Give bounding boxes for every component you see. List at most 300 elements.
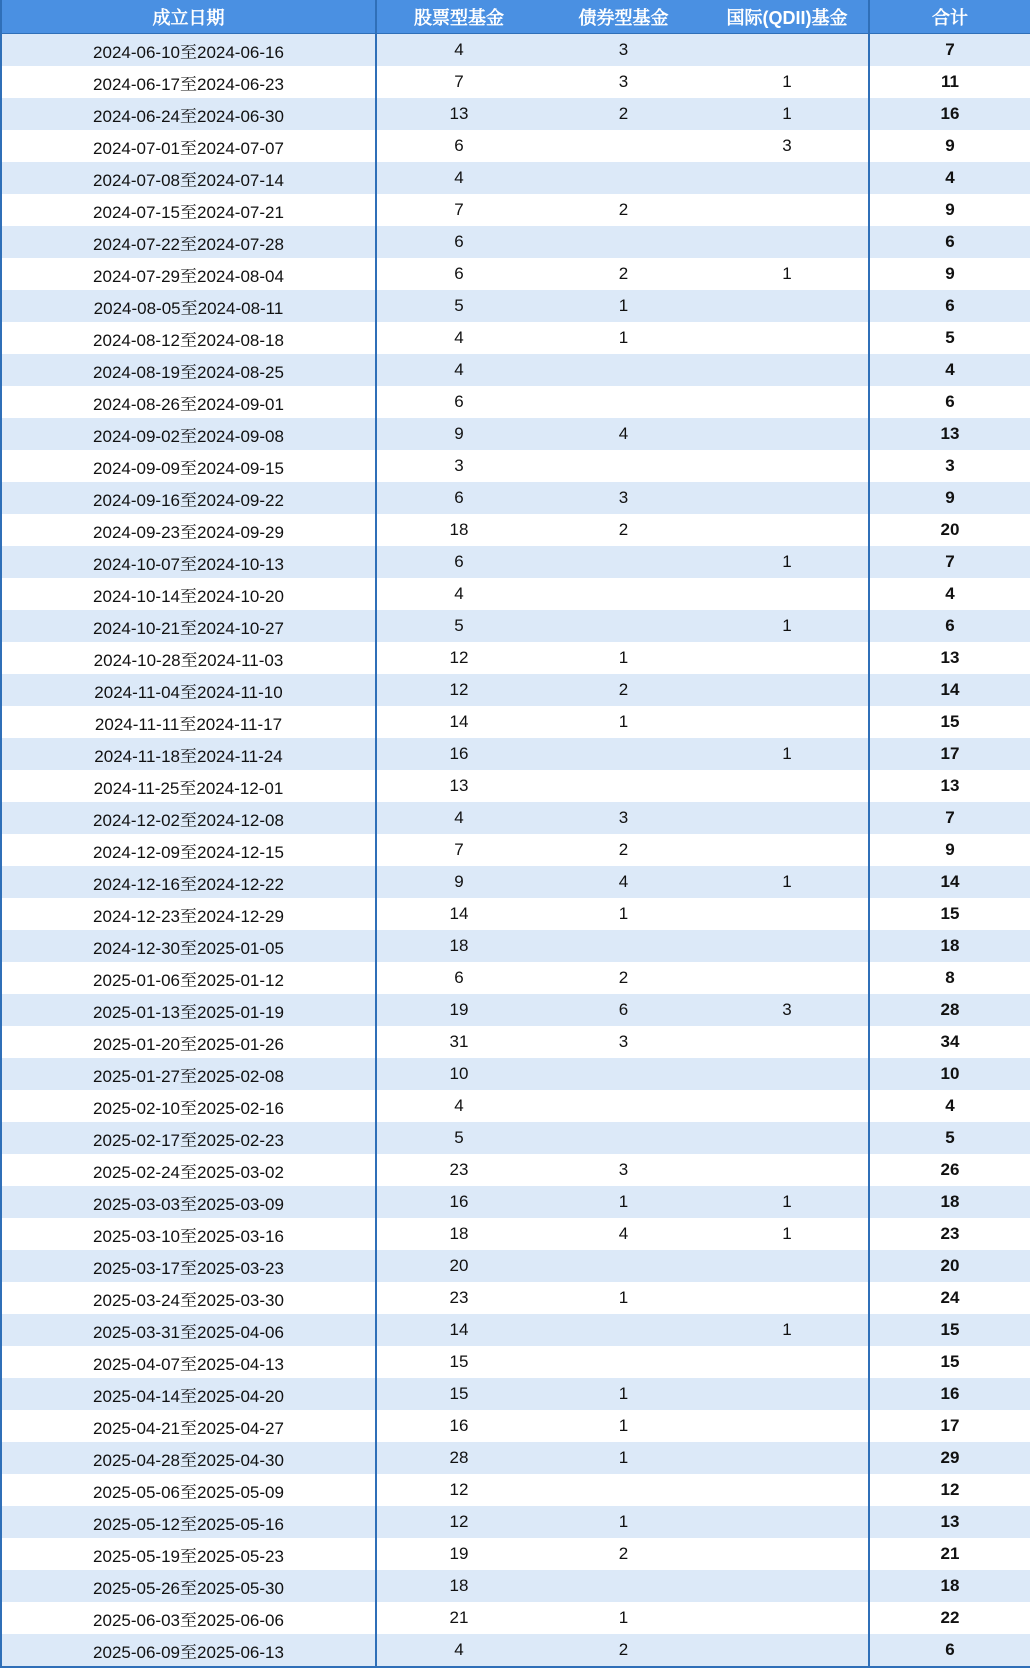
bond-count-cell[interactable]: 3 — [541, 34, 706, 67]
date-range-cell[interactable]: 2025-03-10至2025-03-16 — [1, 1218, 376, 1250]
table-row[interactable] — [1, 802, 1030, 834]
qdii-count-cell[interactable]: 3 — [706, 994, 869, 1026]
total-count-cell[interactable]: 20 — [869, 1250, 1030, 1282]
date-range-cell[interactable]: 2024-12-02至2024-12-08 — [1, 802, 376, 834]
equity-count-cell[interactable]: 6 — [376, 258, 541, 290]
bond-count-cell[interactable]: 4 — [541, 866, 706, 898]
table-row[interactable] — [1, 66, 1030, 98]
table-row[interactable] — [1, 1186, 1030, 1218]
qdii-count-cell[interactable] — [706, 450, 869, 482]
bond-count-cell[interactable]: 1 — [541, 898, 706, 930]
total-count-cell[interactable]: 9 — [869, 130, 1030, 162]
total-count-cell[interactable]: 29 — [869, 1442, 1030, 1474]
equity-count-cell[interactable]: 12 — [376, 1506, 541, 1538]
date-range-cell[interactable]: 2024-06-24至2024-06-30 — [1, 98, 376, 130]
date-range-cell[interactable]: 2025-02-24至2025-03-02 — [1, 1154, 376, 1186]
bond-count-cell[interactable] — [541, 1090, 706, 1122]
equity-count-cell[interactable]: 4 — [376, 1634, 541, 1667]
total-count-cell[interactable]: 24 — [869, 1282, 1030, 1314]
qdii-count-cell[interactable] — [706, 770, 869, 802]
qdii-count-cell[interactable] — [706, 578, 869, 610]
total-count-cell[interactable]: 7 — [869, 34, 1030, 67]
bond-count-cell[interactable] — [541, 546, 706, 578]
table-row[interactable] — [1, 1410, 1030, 1442]
bond-count-cell[interactable] — [541, 386, 706, 418]
equity-count-cell[interactable]: 4 — [376, 162, 541, 194]
total-count-cell[interactable]: 6 — [869, 226, 1030, 258]
bond-count-cell[interactable]: 2 — [541, 194, 706, 226]
qdii-count-cell[interactable]: 3 — [706, 130, 869, 162]
equity-count-cell[interactable]: 18 — [376, 930, 541, 962]
qdii-count-cell[interactable]: 1 — [706, 1186, 869, 1218]
bond-count-cell[interactable]: 2 — [541, 98, 706, 130]
qdii-count-cell[interactable] — [706, 674, 869, 706]
bond-count-cell[interactable] — [541, 1474, 706, 1506]
table-row[interactable] — [1, 866, 1030, 898]
qdii-count-cell[interactable] — [706, 1026, 869, 1058]
bond-count-cell[interactable] — [541, 1346, 706, 1378]
bond-count-cell[interactable]: 3 — [541, 482, 706, 514]
total-count-cell[interactable]: 13 — [869, 642, 1030, 674]
bond-count-cell[interactable] — [541, 1122, 706, 1154]
date-range-cell[interactable]: 2024-09-02至2024-09-08 — [1, 418, 376, 450]
total-count-cell[interactable]: 12 — [869, 1474, 1030, 1506]
equity-count-cell[interactable]: 4 — [376, 322, 541, 354]
qdii-count-cell[interactable] — [706, 706, 869, 738]
bond-count-cell[interactable]: 1 — [541, 1186, 706, 1218]
bond-count-cell[interactable] — [541, 1570, 706, 1602]
equity-count-cell[interactable]: 13 — [376, 770, 541, 802]
bond-count-cell[interactable] — [541, 738, 706, 770]
total-count-cell[interactable]: 28 — [869, 994, 1030, 1026]
table-row[interactable] — [1, 34, 1030, 67]
total-count-cell[interactable]: 26 — [869, 1154, 1030, 1186]
total-count-cell[interactable]: 14 — [869, 674, 1030, 706]
date-range-cell[interactable]: 2025-02-17至2025-02-23 — [1, 1122, 376, 1154]
bond-count-cell[interactable]: 4 — [541, 418, 706, 450]
date-range-cell[interactable]: 2025-05-26至2025-05-30 — [1, 1570, 376, 1602]
header-establish-date[interactable]: 成立日期 — [1, 0, 376, 34]
equity-count-cell[interactable]: 6 — [376, 386, 541, 418]
bond-count-cell[interactable]: 4 — [541, 1218, 706, 1250]
equity-count-cell[interactable]: 4 — [376, 1090, 541, 1122]
qdii-count-cell[interactable] — [706, 226, 869, 258]
qdii-count-cell[interactable] — [706, 1378, 869, 1410]
bond-count-cell[interactable]: 1 — [541, 1442, 706, 1474]
qdii-count-cell[interactable] — [706, 1474, 869, 1506]
qdii-count-cell[interactable] — [706, 1090, 869, 1122]
bond-count-cell[interactable] — [541, 226, 706, 258]
table-row[interactable] — [1, 450, 1030, 482]
equity-count-cell[interactable]: 18 — [376, 1218, 541, 1250]
qdii-count-cell[interactable]: 1 — [706, 66, 869, 98]
total-count-cell[interactable]: 5 — [869, 322, 1030, 354]
header-total[interactable]: 合计 — [869, 0, 1030, 34]
qdii-count-cell[interactable]: 1 — [706, 738, 869, 770]
table-row[interactable] — [1, 354, 1030, 386]
date-range-cell[interactable]: 2025-03-24至2025-03-30 — [1, 1282, 376, 1314]
total-count-cell[interactable]: 9 — [869, 258, 1030, 290]
bond-count-cell[interactable]: 2 — [541, 258, 706, 290]
total-count-cell[interactable]: 6 — [869, 386, 1030, 418]
qdii-count-cell[interactable] — [706, 1282, 869, 1314]
qdii-count-cell[interactable] — [706, 1346, 869, 1378]
total-count-cell[interactable]: 21 — [869, 1538, 1030, 1570]
bond-count-cell[interactable] — [541, 354, 706, 386]
table-row[interactable] — [1, 290, 1030, 322]
qdii-count-cell[interactable] — [706, 354, 869, 386]
total-count-cell[interactable]: 17 — [869, 1410, 1030, 1442]
date-range-cell[interactable]: 2024-10-07至2024-10-13 — [1, 546, 376, 578]
total-count-cell[interactable]: 15 — [869, 706, 1030, 738]
qdii-count-cell[interactable] — [706, 1058, 869, 1090]
equity-count-cell[interactable]: 6 — [376, 482, 541, 514]
table-row[interactable] — [1, 98, 1030, 130]
bond-count-cell[interactable] — [541, 1250, 706, 1282]
bond-count-cell[interactable] — [541, 930, 706, 962]
qdii-count-cell[interactable] — [706, 1506, 869, 1538]
equity-count-cell[interactable]: 9 — [376, 866, 541, 898]
equity-count-cell[interactable]: 23 — [376, 1282, 541, 1314]
total-count-cell[interactable]: 4 — [869, 578, 1030, 610]
bond-count-cell[interactable]: 2 — [541, 1634, 706, 1667]
header-bond-funds[interactable]: 债券型基金 — [541, 0, 706, 34]
table-row[interactable] — [1, 1378, 1030, 1410]
table-row[interactable] — [1, 1090, 1030, 1122]
table-row[interactable] — [1, 1154, 1030, 1186]
total-count-cell[interactable]: 9 — [869, 194, 1030, 226]
qdii-count-cell[interactable] — [706, 1634, 869, 1667]
bond-count-cell[interactable]: 2 — [541, 962, 706, 994]
date-range-cell[interactable]: 2025-01-27至2025-02-08 — [1, 1058, 376, 1090]
qdii-count-cell[interactable] — [706, 1410, 869, 1442]
total-count-cell[interactable]: 13 — [869, 770, 1030, 802]
bond-count-cell[interactable] — [541, 610, 706, 642]
total-count-cell[interactable]: 20 — [869, 514, 1030, 546]
table-row[interactable] — [1, 194, 1030, 226]
qdii-count-cell[interactable]: 1 — [706, 1218, 869, 1250]
equity-count-cell[interactable]: 4 — [376, 578, 541, 610]
qdii-count-cell[interactable]: 1 — [706, 546, 869, 578]
qdii-count-cell[interactable]: 1 — [706, 258, 869, 290]
equity-count-cell[interactable]: 3 — [376, 450, 541, 482]
table-row[interactable] — [1, 642, 1030, 674]
date-range-cell[interactable]: 2024-12-09至2024-12-15 — [1, 834, 376, 866]
total-count-cell[interactable]: 6 — [869, 290, 1030, 322]
table-row[interactable] — [1, 226, 1030, 258]
equity-count-cell[interactable]: 16 — [376, 738, 541, 770]
date-range-cell[interactable]: 2024-09-23至2024-09-29 — [1, 514, 376, 546]
table-row[interactable] — [1, 994, 1030, 1026]
total-count-cell[interactable]: 15 — [869, 1314, 1030, 1346]
table-row[interactable] — [1, 258, 1030, 290]
qdii-count-cell[interactable] — [706, 482, 869, 514]
qdii-count-cell[interactable]: 1 — [706, 610, 869, 642]
date-range-cell[interactable]: 2025-01-20至2025-01-26 — [1, 1026, 376, 1058]
bond-count-cell[interactable]: 1 — [541, 706, 706, 738]
equity-count-cell[interactable]: 18 — [376, 514, 541, 546]
bond-count-cell[interactable]: 1 — [541, 1506, 706, 1538]
table-row[interactable] — [1, 418, 1030, 450]
table-row[interactable] — [1, 1346, 1030, 1378]
total-count-cell[interactable]: 18 — [869, 1570, 1030, 1602]
total-count-cell[interactable]: 22 — [869, 1602, 1030, 1634]
equity-count-cell[interactable]: 12 — [376, 642, 541, 674]
table-row[interactable] — [1, 1282, 1030, 1314]
equity-count-cell[interactable]: 12 — [376, 674, 541, 706]
date-range-cell[interactable]: 2024-07-15至2024-07-21 — [1, 194, 376, 226]
date-range-cell[interactable]: 2025-02-10至2025-02-16 — [1, 1090, 376, 1122]
header-qdii-funds[interactable]: 国际(QDII)基金 — [706, 0, 869, 34]
bond-count-cell[interactable]: 6 — [541, 994, 706, 1026]
bond-count-cell[interactable]: 3 — [541, 1154, 706, 1186]
total-count-cell[interactable]: 13 — [869, 1506, 1030, 1538]
table-row[interactable] — [1, 514, 1030, 546]
date-range-cell[interactable]: 2025-01-13至2025-01-19 — [1, 994, 376, 1026]
equity-count-cell[interactable]: 15 — [376, 1378, 541, 1410]
table-row[interactable] — [1, 1122, 1030, 1154]
qdii-count-cell[interactable] — [706, 418, 869, 450]
equity-count-cell[interactable]: 14 — [376, 706, 541, 738]
qdii-count-cell[interactable] — [706, 1538, 869, 1570]
equity-count-cell[interactable]: 6 — [376, 962, 541, 994]
date-range-cell[interactable]: 2024-10-21至2024-10-27 — [1, 610, 376, 642]
equity-count-cell[interactable]: 16 — [376, 1410, 541, 1442]
date-range-cell[interactable]: 2025-06-03至2025-06-06 — [1, 1602, 376, 1634]
equity-count-cell[interactable]: 4 — [376, 354, 541, 386]
equity-count-cell[interactable]: 23 — [376, 1154, 541, 1186]
table-row[interactable] — [1, 834, 1030, 866]
equity-count-cell[interactable]: 13 — [376, 98, 541, 130]
table-row[interactable] — [1, 322, 1030, 354]
date-range-cell[interactable]: 2024-12-16至2024-12-22 — [1, 866, 376, 898]
total-count-cell[interactable]: 11 — [869, 66, 1030, 98]
table-row[interactable] — [1, 162, 1030, 194]
total-count-cell[interactable]: 3 — [869, 450, 1030, 482]
bond-count-cell[interactable]: 2 — [541, 1538, 706, 1570]
bond-count-cell[interactable]: 1 — [541, 1378, 706, 1410]
bond-count-cell[interactable] — [541, 770, 706, 802]
total-count-cell[interactable]: 15 — [869, 898, 1030, 930]
qdii-count-cell[interactable] — [706, 194, 869, 226]
qdii-count-cell[interactable] — [706, 1154, 869, 1186]
total-count-cell[interactable]: 4 — [869, 1090, 1030, 1122]
equity-count-cell[interactable]: 21 — [376, 1602, 541, 1634]
qdii-count-cell[interactable] — [706, 1602, 869, 1634]
date-range-cell[interactable]: 2024-08-26至2024-09-01 — [1, 386, 376, 418]
table-row[interactable] — [1, 738, 1030, 770]
table-row[interactable] — [1, 578, 1030, 610]
date-range-cell[interactable]: 2024-07-22至2024-07-28 — [1, 226, 376, 258]
total-count-cell[interactable]: 6 — [869, 610, 1030, 642]
total-count-cell[interactable]: 4 — [869, 162, 1030, 194]
bond-count-cell[interactable]: 2 — [541, 514, 706, 546]
date-range-cell[interactable]: 2024-11-04至2024-11-10 — [1, 674, 376, 706]
table-row[interactable] — [1, 1250, 1030, 1282]
date-range-cell[interactable]: 2025-04-07至2025-04-13 — [1, 1346, 376, 1378]
bond-count-cell[interactable] — [541, 1314, 706, 1346]
bond-count-cell[interactable]: 1 — [541, 642, 706, 674]
equity-count-cell[interactable]: 31 — [376, 1026, 541, 1058]
bond-count-cell[interactable]: 2 — [541, 834, 706, 866]
total-count-cell[interactable]: 23 — [869, 1218, 1030, 1250]
qdii-count-cell[interactable] — [706, 930, 869, 962]
date-range-cell[interactable]: 2025-04-21至2025-04-27 — [1, 1410, 376, 1442]
table-row[interactable] — [1, 898, 1030, 930]
total-count-cell[interactable]: 10 — [869, 1058, 1030, 1090]
equity-count-cell[interactable]: 7 — [376, 194, 541, 226]
bond-count-cell[interactable]: 2 — [541, 674, 706, 706]
table-row[interactable] — [1, 674, 1030, 706]
total-count-cell[interactable]: 18 — [869, 930, 1030, 962]
bond-count-cell[interactable] — [541, 130, 706, 162]
table-row[interactable] — [1, 130, 1030, 162]
qdii-count-cell[interactable]: 1 — [706, 1314, 869, 1346]
bond-count-cell[interactable] — [541, 1058, 706, 1090]
bond-count-cell[interactable] — [541, 450, 706, 482]
date-range-cell[interactable]: 2024-12-23至2024-12-29 — [1, 898, 376, 930]
equity-count-cell[interactable]: 16 — [376, 1186, 541, 1218]
equity-count-cell[interactable]: 20 — [376, 1250, 541, 1282]
equity-count-cell[interactable]: 19 — [376, 994, 541, 1026]
equity-count-cell[interactable]: 6 — [376, 130, 541, 162]
equity-count-cell[interactable]: 15 — [376, 1346, 541, 1378]
table-row[interactable] — [1, 706, 1030, 738]
bond-count-cell[interactable]: 3 — [541, 1026, 706, 1058]
table-row[interactable] — [1, 1506, 1030, 1538]
bond-count-cell[interactable]: 1 — [541, 1602, 706, 1634]
date-range-cell[interactable]: 2025-03-31至2025-04-06 — [1, 1314, 376, 1346]
qdii-count-cell[interactable] — [706, 1442, 869, 1474]
date-range-cell[interactable]: 2024-06-17至2024-06-23 — [1, 66, 376, 98]
date-range-cell[interactable]: 2024-08-05至2024-08-11 — [1, 290, 376, 322]
qdii-count-cell[interactable] — [706, 642, 869, 674]
qdii-count-cell[interactable] — [706, 34, 869, 67]
date-range-cell[interactable]: 2024-07-29至2024-08-04 — [1, 258, 376, 290]
total-count-cell[interactable]: 7 — [869, 546, 1030, 578]
table-row[interactable] — [1, 482, 1030, 514]
table-row[interactable] — [1, 1538, 1030, 1570]
table-row[interactable] — [1, 546, 1030, 578]
bond-count-cell[interactable]: 1 — [541, 290, 706, 322]
equity-count-cell[interactable]: 4 — [376, 802, 541, 834]
date-range-cell[interactable]: 2025-04-28至2025-04-30 — [1, 1442, 376, 1474]
date-range-cell[interactable]: 2024-07-08至2024-07-14 — [1, 162, 376, 194]
total-count-cell[interactable]: 9 — [869, 482, 1030, 514]
equity-count-cell[interactable]: 9 — [376, 418, 541, 450]
date-range-cell[interactable]: 2024-09-09至2024-09-15 — [1, 450, 376, 482]
equity-count-cell[interactable]: 12 — [376, 1474, 541, 1506]
qdii-count-cell[interactable] — [706, 962, 869, 994]
qdii-count-cell[interactable] — [706, 1122, 869, 1154]
bond-count-cell[interactable]: 3 — [541, 66, 706, 98]
equity-count-cell[interactable]: 10 — [376, 1058, 541, 1090]
bond-count-cell[interactable]: 1 — [541, 322, 706, 354]
total-count-cell[interactable]: 14 — [869, 866, 1030, 898]
table-row[interactable] — [1, 1570, 1030, 1602]
qdii-count-cell[interactable] — [706, 1250, 869, 1282]
table-row[interactable] — [1, 386, 1030, 418]
total-count-cell[interactable]: 15 — [869, 1346, 1030, 1378]
date-range-cell[interactable]: 2025-01-06至2025-01-12 — [1, 962, 376, 994]
equity-count-cell[interactable]: 14 — [376, 898, 541, 930]
date-range-cell[interactable]: 2025-03-17至2025-03-23 — [1, 1250, 376, 1282]
total-count-cell[interactable]: 18 — [869, 1186, 1030, 1218]
date-range-cell[interactable]: 2024-09-16至2024-09-22 — [1, 482, 376, 514]
date-range-cell[interactable]: 2024-12-30至2025-01-05 — [1, 930, 376, 962]
qdii-count-cell[interactable] — [706, 802, 869, 834]
table-row[interactable] — [1, 1442, 1030, 1474]
total-count-cell[interactable]: 34 — [869, 1026, 1030, 1058]
total-count-cell[interactable]: 17 — [869, 738, 1030, 770]
table-row[interactable] — [1, 770, 1030, 802]
equity-count-cell[interactable]: 4 — [376, 34, 541, 67]
date-range-cell[interactable]: 2024-11-18至2024-11-24 — [1, 738, 376, 770]
qdii-count-cell[interactable] — [706, 1570, 869, 1602]
equity-count-cell[interactable]: 5 — [376, 1122, 541, 1154]
table-row[interactable] — [1, 1058, 1030, 1090]
equity-count-cell[interactable]: 5 — [376, 290, 541, 322]
table-row[interactable] — [1, 1474, 1030, 1506]
date-range-cell[interactable]: 2024-06-10至2024-06-16 — [1, 34, 376, 67]
qdii-count-cell[interactable]: 1 — [706, 98, 869, 130]
table-row[interactable] — [1, 610, 1030, 642]
bond-count-cell[interactable]: 1 — [541, 1282, 706, 1314]
equity-count-cell[interactable]: 5 — [376, 610, 541, 642]
total-count-cell[interactable]: 6 — [869, 1634, 1030, 1667]
equity-count-cell[interactable]: 7 — [376, 66, 541, 98]
bond-count-cell[interactable] — [541, 578, 706, 610]
date-range-cell[interactable]: 2025-04-14至2025-04-20 — [1, 1378, 376, 1410]
qdii-count-cell[interactable] — [706, 386, 869, 418]
qdii-count-cell[interactable] — [706, 514, 869, 546]
date-range-cell[interactable]: 2024-11-25至2024-12-01 — [1, 770, 376, 802]
qdii-count-cell[interactable] — [706, 322, 869, 354]
qdii-count-cell[interactable] — [706, 834, 869, 866]
bond-count-cell[interactable] — [541, 162, 706, 194]
equity-count-cell[interactable]: 6 — [376, 546, 541, 578]
total-count-cell[interactable]: 5 — [869, 1122, 1030, 1154]
equity-count-cell[interactable]: 18 — [376, 1570, 541, 1602]
date-range-cell[interactable]: 2024-08-19至2024-08-25 — [1, 354, 376, 386]
header-equity-funds[interactable]: 股票型基金 — [376, 0, 541, 34]
qdii-count-cell[interactable] — [706, 898, 869, 930]
date-range-cell[interactable]: 2024-10-14至2024-10-20 — [1, 578, 376, 610]
total-count-cell[interactable]: 13 — [869, 418, 1030, 450]
table-row[interactable] — [1, 1026, 1030, 1058]
date-range-cell[interactable]: 2025-05-06至2025-05-09 — [1, 1474, 376, 1506]
table-row[interactable] — [1, 962, 1030, 994]
date-range-cell[interactable]: 2024-10-28至2024-11-03 — [1, 642, 376, 674]
date-range-cell[interactable]: 2024-08-12至2024-08-18 — [1, 322, 376, 354]
qdii-count-cell[interactable] — [706, 290, 869, 322]
qdii-count-cell[interactable]: 1 — [706, 866, 869, 898]
date-range-cell[interactable]: 2025-05-12至2025-05-16 — [1, 1506, 376, 1538]
equity-count-cell[interactable]: 28 — [376, 1442, 541, 1474]
table-row[interactable] — [1, 1602, 1030, 1634]
table-row[interactable] — [1, 1314, 1030, 1346]
bond-count-cell[interactable]: 3 — [541, 802, 706, 834]
equity-count-cell[interactable]: 7 — [376, 834, 541, 866]
date-range-cell[interactable]: 2025-05-19至2025-05-23 — [1, 1538, 376, 1570]
total-count-cell[interactable]: 16 — [869, 98, 1030, 130]
total-count-cell[interactable]: 8 — [869, 962, 1030, 994]
table-row[interactable] — [1, 1218, 1030, 1250]
equity-count-cell[interactable]: 6 — [376, 226, 541, 258]
total-count-cell[interactable]: 7 — [869, 802, 1030, 834]
date-range-cell[interactable]: 2025-03-03至2025-03-09 — [1, 1186, 376, 1218]
date-range-cell[interactable]: 2025-06-09至2025-06-13 — [1, 1634, 376, 1667]
